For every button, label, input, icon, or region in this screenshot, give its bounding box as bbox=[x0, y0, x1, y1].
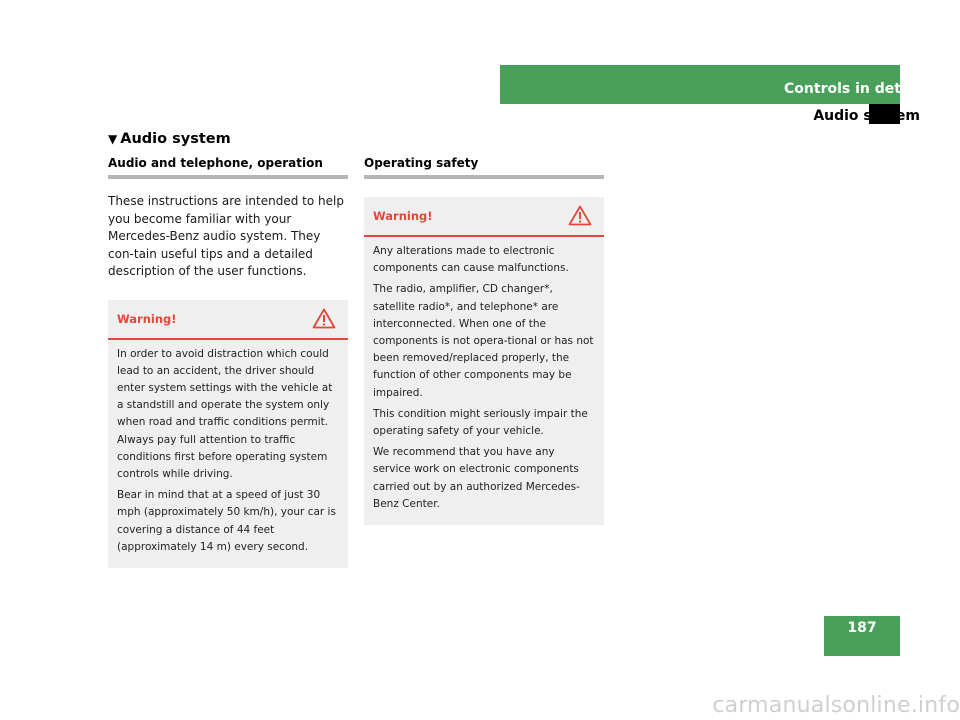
warning-paragraph: The radio, amplifier, CD changer*, satellite radio*, and telephone* are interconnected. When one of the components is not opera-tional or has not been removed/replaced properly, the function of other components may be impaired. bbox=[373, 283, 594, 399]
warning-box-distraction bbox=[108, 300, 348, 568]
warning-triangle-icon bbox=[568, 205, 592, 230]
warning-triangle-icon bbox=[312, 308, 336, 333]
warning-box-safety bbox=[364, 197, 604, 525]
warning-header bbox=[364, 197, 604, 237]
warning-paragraph: This condition might seriously impair the operating safety of your vehicle. bbox=[373, 407, 588, 438]
intro-text: These instructions are intended to help you become familiar with your Mercedes-Benz audio system. They con-tain useful tips and a detailed description of the user functions. bbox=[108, 194, 344, 278]
left-column bbox=[108, 156, 348, 568]
warning-paragraph: Bear in mind that at a speed of just 30 mph (approximately 50 km/h), your car is covering a distance of 44 feet (approximately 14 m) every second. bbox=[117, 489, 336, 553]
warning-body bbox=[364, 237, 604, 525]
warning-header bbox=[108, 300, 348, 340]
watermark-text: carmanualsonline.info bbox=[712, 693, 960, 718]
page-number-box bbox=[824, 616, 900, 656]
chapter-subtitle: Audio system bbox=[813, 108, 920, 124]
warning-title: Warning! bbox=[373, 209, 433, 223]
warning-paragraph: We recommend that you have any service work on electronic components carried out by an authorized Mercedes-Benz Center. bbox=[373, 446, 580, 510]
warning-title: Warning! bbox=[117, 311, 177, 326]
triangle-down-icon: ▼ bbox=[108, 132, 118, 146]
warning-paragraph: In order to avoid distraction which could lead to an accident, the driver should enter system settings with the vehicle at a standstill and operate the system only when road and traffic conditions permit. Always pay full attention to traffic conditions first before operating system controls while driving. bbox=[117, 347, 333, 480]
warning-body bbox=[108, 340, 348, 568]
right-column bbox=[364, 156, 604, 525]
warning-paragraph: Any alterations made to electronic components can cause malfunctions. bbox=[373, 245, 569, 275]
chapter-title: Controls in detail bbox=[784, 81, 920, 97]
subsection-heading-safety: Operating safety bbox=[364, 156, 604, 179]
section-heading-text: Audio system bbox=[120, 131, 231, 147]
subsection-heading-operation: Audio and telephone, operation bbox=[108, 156, 348, 179]
page-number: 187 bbox=[847, 620, 877, 636]
section-heading bbox=[108, 131, 231, 147]
